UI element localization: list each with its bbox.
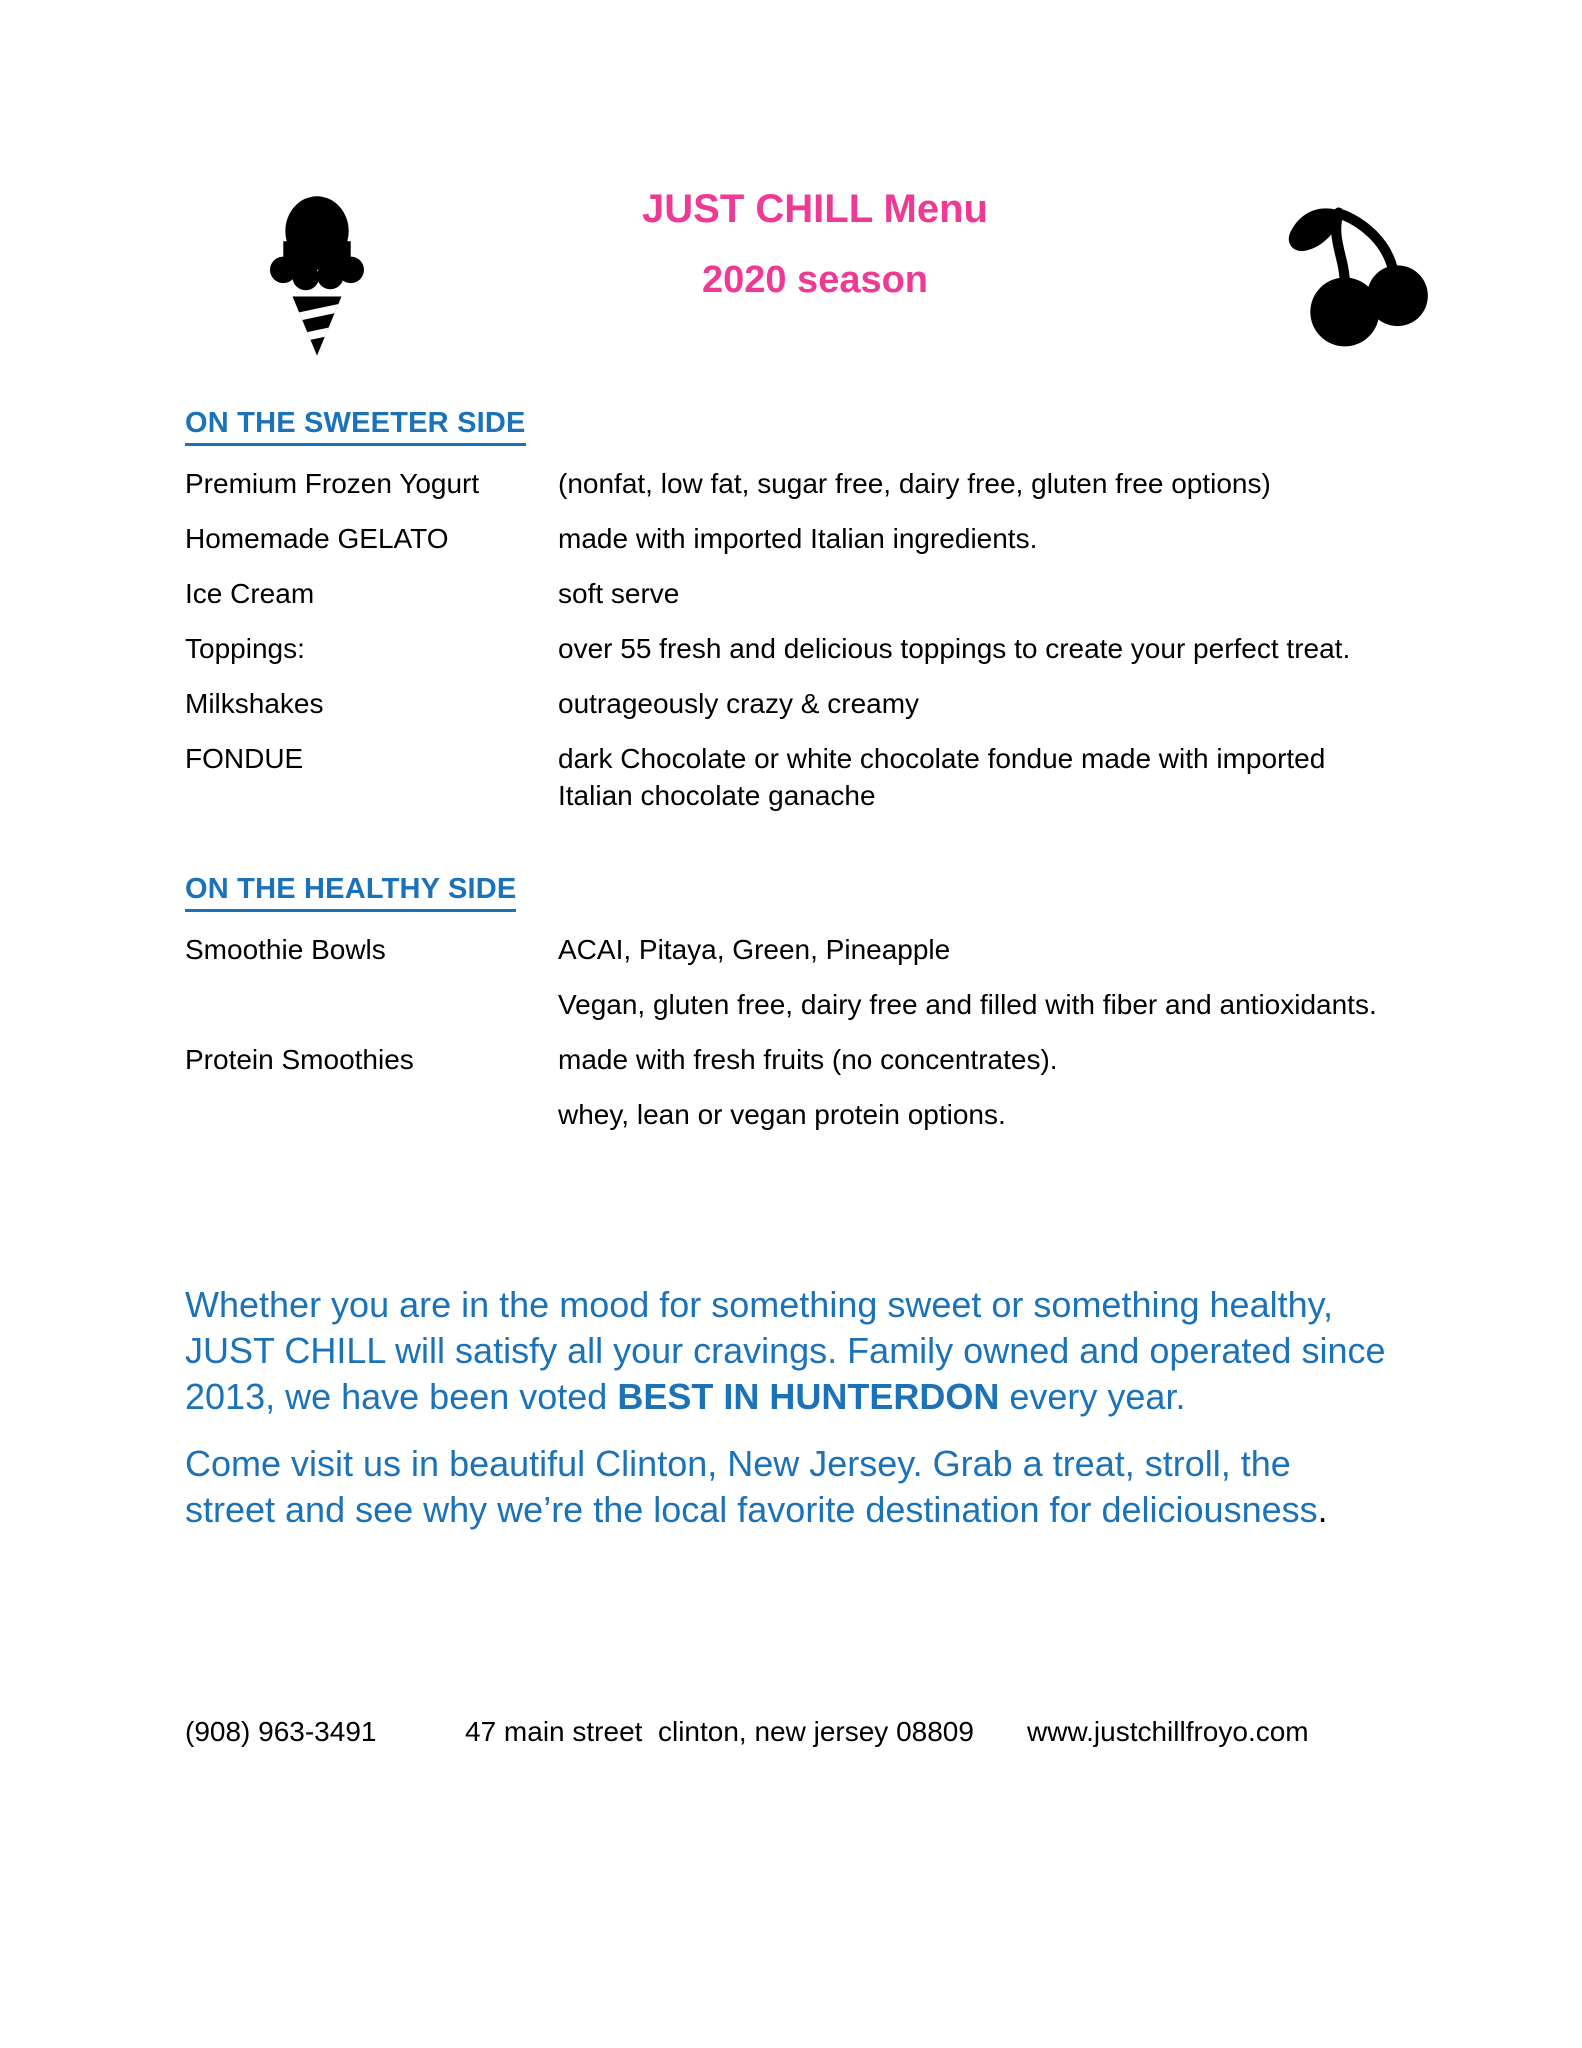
section-heading-sweeter: ON THE SWEETER SIDE (185, 406, 526, 446)
menu-item-label: FONDUE (185, 743, 304, 774)
menu-item-description: whey, lean or vegan protein options. (558, 1099, 1006, 1130)
menu-item-description: outrageously crazy & creamy (558, 688, 920, 719)
menu-item-row (185, 465, 1455, 502)
menu-item-row (185, 986, 1455, 1023)
menu-item-label: Protein Smoothies (185, 1044, 414, 1075)
phone-number: (908) 963-3491 (185, 1716, 377, 1747)
menu-item-row (185, 685, 1455, 722)
menu-item-label: Homemade GELATO (185, 523, 449, 554)
menu-item-label: Toppings: (185, 633, 305, 664)
final-period: . (1317, 1489, 1328, 1530)
menu-item-row (185, 931, 1455, 968)
menu-item-description: Vegan, gluten free, dairy free and filled with fiber and antioxidants. (558, 989, 1377, 1020)
best-in-hunterdon-highlight: BEST IN HUNTERDON (617, 1376, 1000, 1417)
menu-item-label: Milkshakes (185, 688, 324, 719)
visit-paragraph (185, 1441, 1465, 1533)
menu-item-label: Premium Frozen Yogurt (185, 468, 480, 499)
menu-item-description: made with imported Italian ingredients. (558, 523, 1038, 554)
promo-message (185, 1282, 1465, 1533)
menu-item-row (185, 1096, 1455, 1133)
menu-item-description: over 55 fresh and delicious toppings to create your perfect treat. (558, 633, 1351, 664)
menu-body (185, 406, 1455, 1151)
section-heading-healthy: ON THE HEALTHY SIDE (185, 872, 516, 912)
website-url: www.justchillfroyo.com (1027, 1716, 1309, 1747)
menu-item-row (185, 520, 1455, 557)
menu-item-label: Ice Cream (185, 578, 315, 609)
menu-item-row (185, 630, 1455, 667)
intro-line: JUST CHILL will satisfy all your cravings. Family owned and operated since (185, 1330, 1386, 1371)
visit-line: Come visit us in beautiful Clinton, New Jersey. Grab a treat, stroll, the (185, 1443, 1291, 1484)
section-sweeter (185, 406, 1455, 814)
menu-header (185, 186, 1445, 302)
menu-item-label: Smoothie Bowls (185, 934, 386, 965)
intro-line: Whether you are in the mood for something sweet or something healthy, (185, 1284, 1333, 1325)
menu-item-description: made with fresh fruits (no concentrates). (558, 1044, 1058, 1075)
intro-paragraph (185, 1282, 1465, 1420)
menu-item-description: (nonfat, low fat, sugar free, dairy free, gluten free options) (558, 468, 1271, 499)
street-address: 47 main street clinton, new jersey 08809 (465, 1716, 974, 1747)
menu-season: 2020 season (701, 259, 929, 301)
contact-footer (185, 1713, 1455, 1753)
menu-item-description: ACAI, Pitaya, Green, Pineapple (558, 934, 951, 965)
menu-item-row (185, 740, 1455, 814)
intro-line: 2013, we have been voted BEST IN HUNTERDON every year. (185, 1376, 1186, 1417)
visit-line: street and see why we’re the local favorite destination for deliciousness. (185, 1489, 1328, 1530)
section-healthy (185, 872, 1455, 1133)
menu-item-row (185, 575, 1455, 612)
menu-item-description: soft serve (558, 578, 680, 609)
menu-title: JUST CHILL Menu (642, 187, 988, 231)
menu-item-row (185, 1041, 1455, 1078)
menu-item-description: dark Chocolate or white chocolate fondue made with imported Italian chocolate ganache (558, 743, 1326, 811)
